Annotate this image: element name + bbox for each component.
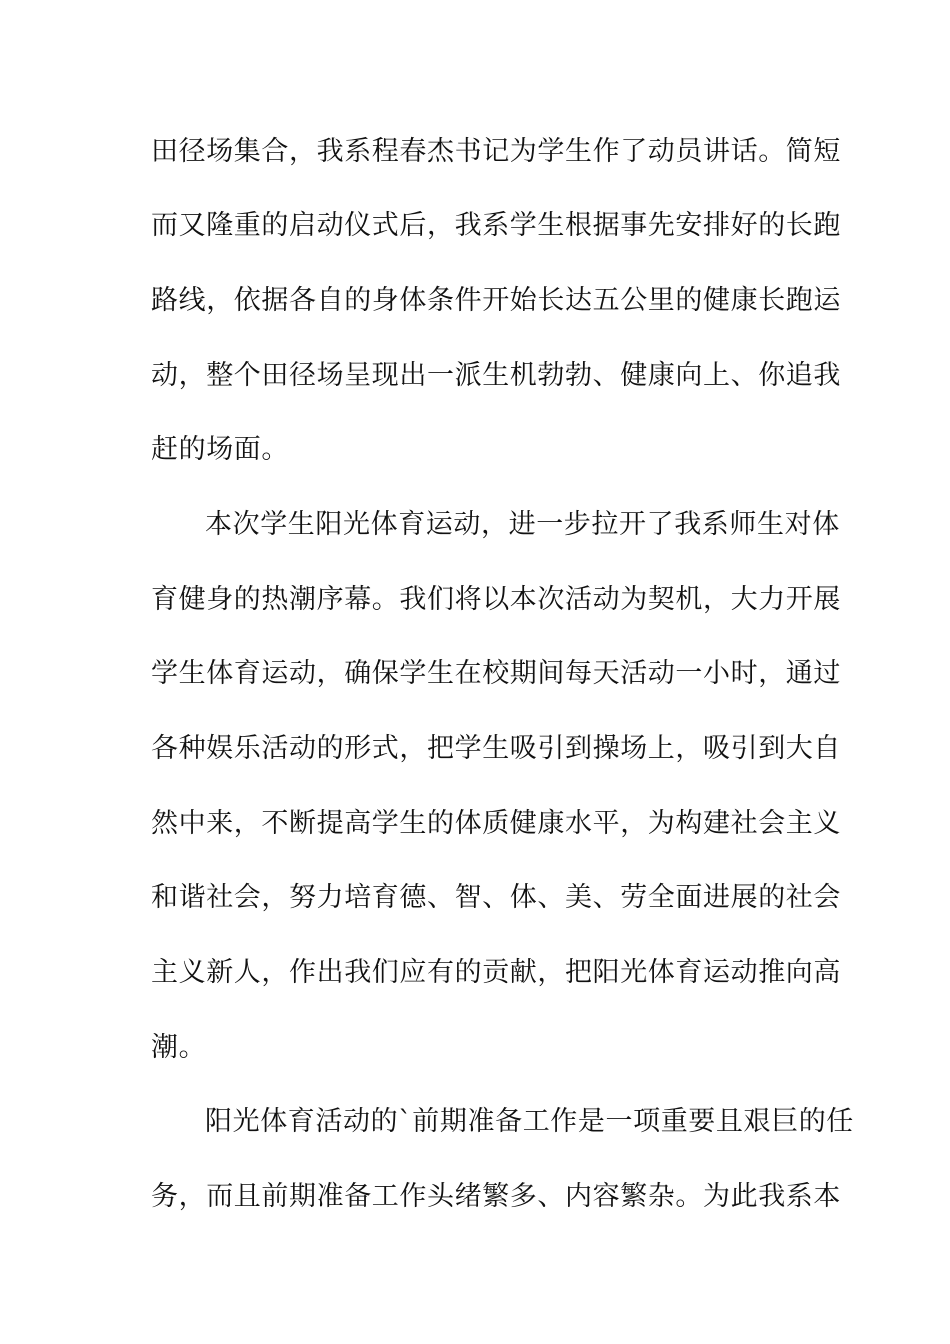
paragraph-line: 潮。 [151, 1032, 207, 1063]
paragraph-line: 各种娱乐活动的形式，把学生吸引到操场上，吸引到大自 [151, 733, 841, 764]
paragraph-line: 和谐社会，努力培育德、智、体、美、劳全面进展的社会 [151, 882, 841, 913]
paragraph-line: 本次学生阳光体育运动，进一步拉开了我系师生对体 [205, 509, 840, 540]
paragraph-line: 然中来，不断提高学生的体质健康水平，为构建社会主义 [151, 808, 841, 839]
paragraph-line: 育健身的热潮序幕。我们将以本次活动为契机，大力开展 [151, 584, 841, 615]
paragraph-line: 田径场集合，我系程春杰书记为学生作了动员讲话。简短 [151, 136, 841, 167]
paragraph-line: 务，而且前期准备工作头绪繁多、内容繁杂。为此我系本 [151, 1181, 841, 1212]
paragraph-line: 赶的场面。 [151, 434, 289, 465]
paragraph-line: 而又隆重的启动仪式后，我系学生根据事先安排好的长跑 [151, 210, 841, 241]
paragraph-line: 阳光体育活动的`前期准备工作是一项重要且艰巨的任 [205, 1106, 854, 1137]
paragraph-line: 动，整个田径场呈现出一派生机勃勃、健康向上、你追我 [151, 360, 841, 391]
paragraph-line: 学生体育运动，确保学生在校期间每天活动一小时，通过 [151, 658, 841, 689]
paragraph-line: 主义新人，作出我们应有的贡献，把阳光体育运动推向高 [151, 957, 841, 988]
paragraph-line: 路线，依据各自的身体条件开始长达五公里的健康长跑运 [151, 285, 841, 316]
